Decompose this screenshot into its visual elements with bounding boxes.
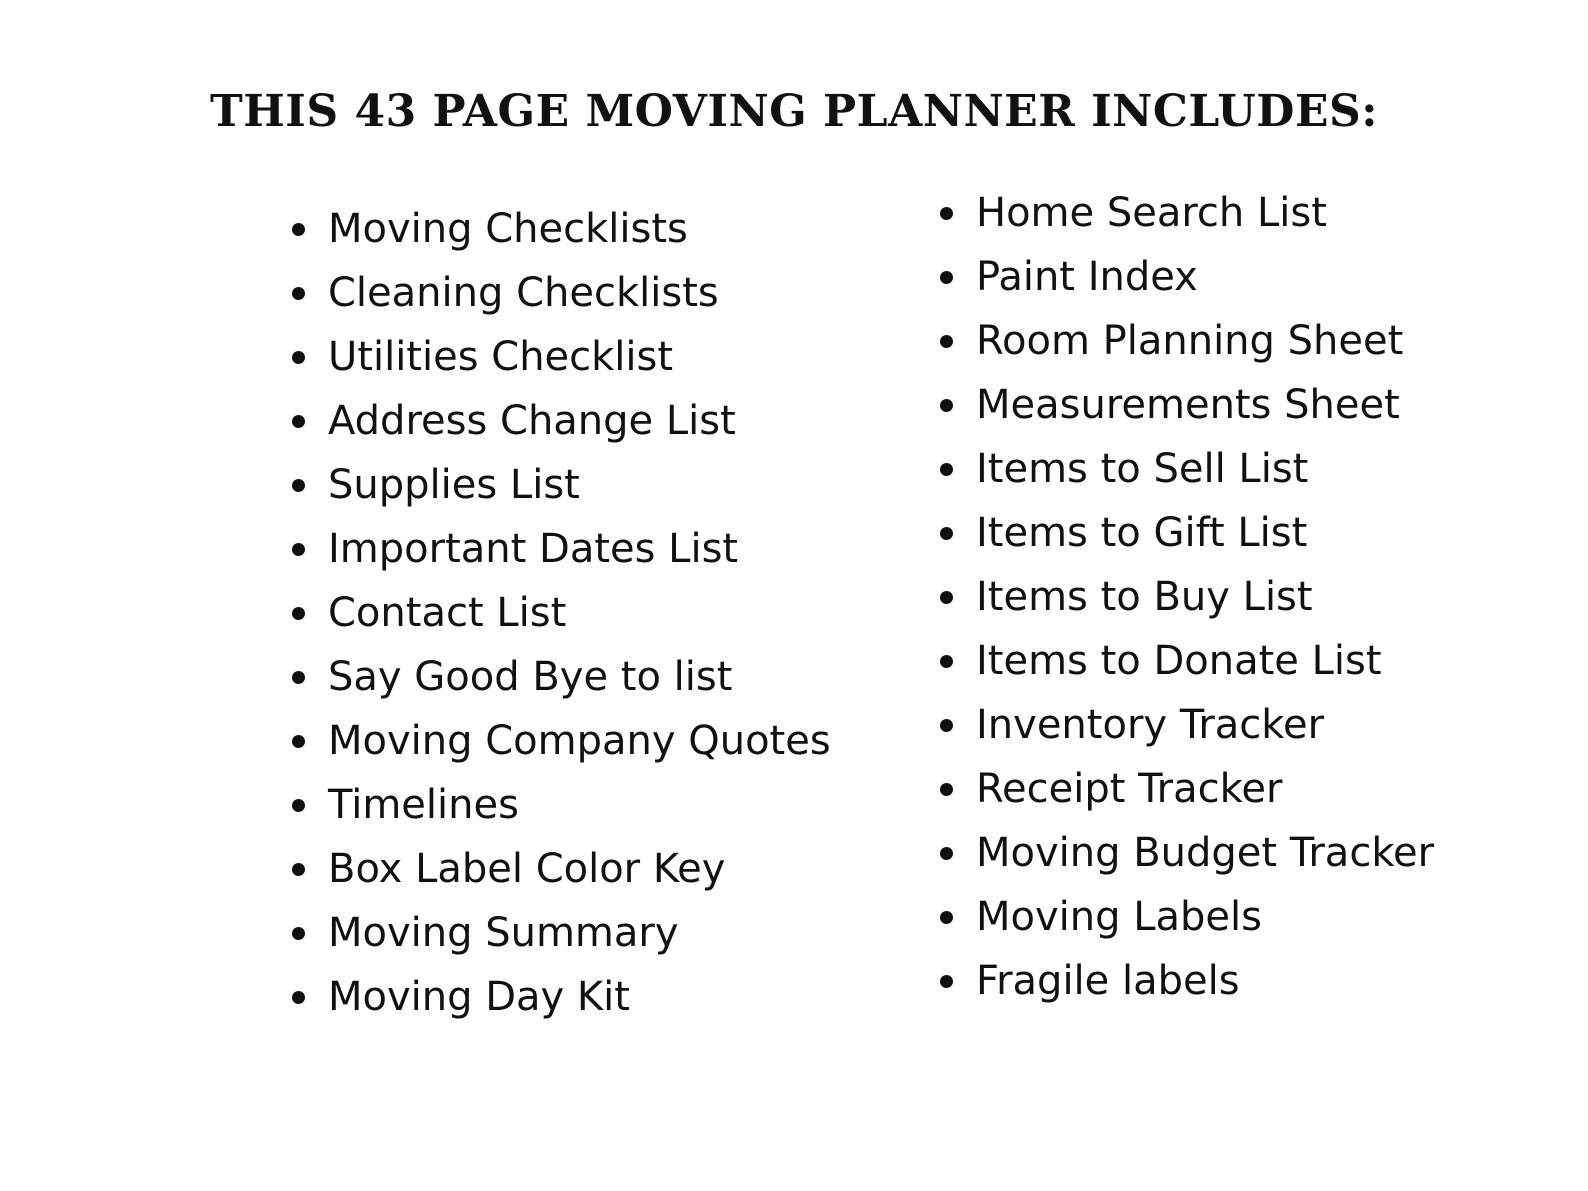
list-item xyxy=(292,581,831,645)
list-item xyxy=(940,757,1434,821)
list-item-label: Moving Checklists xyxy=(328,206,688,252)
list-item xyxy=(940,821,1434,885)
list-item-label: Items to Gift List xyxy=(976,510,1308,556)
bullet-icon xyxy=(292,927,305,940)
bullet-icon xyxy=(292,671,305,684)
bullet-icon xyxy=(940,463,953,476)
list-item xyxy=(940,437,1434,501)
list-item xyxy=(940,181,1434,245)
list-item-label: Moving Budget Tracker xyxy=(976,830,1435,876)
list-item xyxy=(292,197,831,261)
page-title: THIS 43 PAGE MOVING PLANNER INCLUDES: xyxy=(209,86,1379,137)
bullet-icon xyxy=(292,223,305,236)
bullet-icon xyxy=(292,351,305,364)
bullet-icon xyxy=(940,719,953,732)
list-item-label: Cleaning Checklists xyxy=(328,270,719,316)
list-item xyxy=(292,709,831,773)
list-item xyxy=(940,309,1434,373)
bullet-icon xyxy=(292,479,305,492)
list-item-label: Say Good Bye to list xyxy=(328,654,733,700)
bullet-icon xyxy=(940,207,953,220)
bullet-icon xyxy=(292,799,305,812)
list-item xyxy=(940,885,1434,949)
list-item-label: Items to Buy List xyxy=(976,574,1313,620)
bullet-icon xyxy=(292,607,305,620)
list-item-label: Fragile labels xyxy=(976,958,1240,1004)
list-item-label: Box Label Color Key xyxy=(328,846,726,892)
bullet-icon xyxy=(292,863,305,876)
bullet-icon xyxy=(940,335,953,348)
bullet-icon xyxy=(940,783,953,796)
list-item xyxy=(940,501,1434,565)
list-item xyxy=(940,245,1434,309)
left-feature-list xyxy=(292,197,831,1029)
bullet-icon xyxy=(292,287,305,300)
list-item xyxy=(940,565,1434,629)
list-item xyxy=(292,453,831,517)
list-item-label: Timelines xyxy=(328,782,519,828)
list-item xyxy=(292,773,831,837)
list-item-label: Contact List xyxy=(328,590,567,636)
bullet-icon xyxy=(292,735,305,748)
bullet-icon xyxy=(940,271,953,284)
bullet-icon xyxy=(940,399,953,412)
list-item-label: Moving Company Quotes xyxy=(328,718,831,764)
list-item-label: Receipt Tracker xyxy=(976,766,1283,812)
list-item xyxy=(292,517,831,581)
list-item-label: Important Dates List xyxy=(328,526,739,572)
list-item xyxy=(292,965,831,1029)
bullet-icon xyxy=(292,991,305,1004)
list-item-label: Items to Sell List xyxy=(976,446,1309,492)
bullet-icon xyxy=(292,543,305,556)
bullet-icon xyxy=(940,527,953,540)
list-item-label: Moving Day Kit xyxy=(328,974,630,1020)
list-item-label: Utilities Checklist xyxy=(328,334,674,380)
list-item-label: Inventory Tracker xyxy=(976,702,1325,748)
list-item-label: Moving Labels xyxy=(976,894,1262,940)
list-item-label: Home Search List xyxy=(976,190,1327,236)
list-item-label: Items to Donate List xyxy=(976,638,1382,684)
right-feature-list xyxy=(940,181,1434,1013)
bullet-icon xyxy=(940,591,953,604)
list-item xyxy=(940,373,1434,437)
list-item xyxy=(940,949,1434,1013)
bullet-icon xyxy=(292,415,305,428)
list-item-label: Moving Summary xyxy=(328,910,679,956)
list-item xyxy=(292,325,831,389)
list-item-label: Paint Index xyxy=(976,254,1198,300)
list-item xyxy=(292,901,831,965)
bullet-icon xyxy=(940,911,953,924)
list-item-label: Room Planning Sheet xyxy=(976,318,1404,364)
list-item xyxy=(292,261,831,325)
list-item xyxy=(292,389,831,453)
bullet-icon xyxy=(940,655,953,668)
list-item xyxy=(940,629,1434,693)
list-item xyxy=(292,837,831,901)
bullet-icon xyxy=(940,975,953,988)
list-item xyxy=(940,693,1434,757)
list-item-label: Address Change List xyxy=(328,398,736,444)
list-item-label: Measurements Sheet xyxy=(976,382,1400,428)
list-item xyxy=(292,645,831,709)
bullet-icon xyxy=(940,847,953,860)
list-item-label: Supplies List xyxy=(328,462,580,508)
